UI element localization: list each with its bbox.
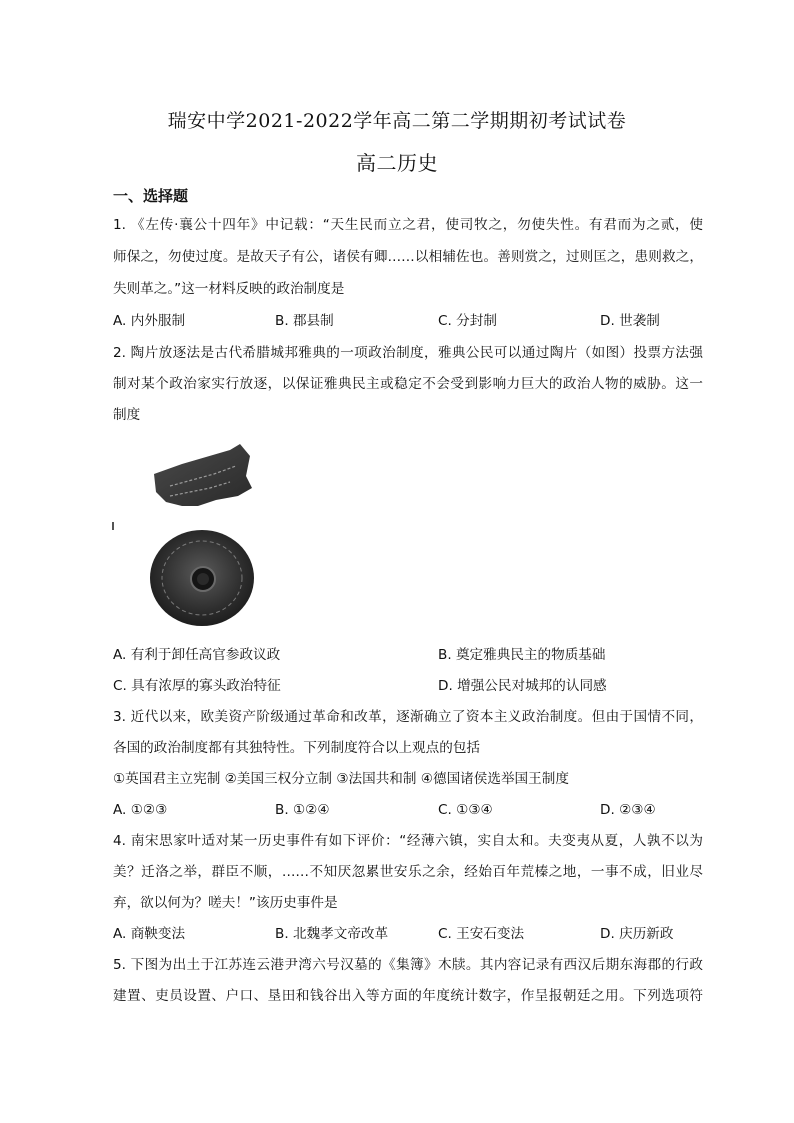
q1-line-3: 失则革之。”这一材料反映的政治制度是 — [113, 281, 345, 297]
q2-line-1: 2. 陶片放逐法是古代希腊城邦雅典的一项政治制度，雅典公民可以通过陶片（如图）投票方法强 — [113, 345, 703, 361]
q4-option-c: C. 王安石变法 — [438, 926, 525, 942]
q1-option-a: A. 内外服制 — [113, 313, 186, 329]
ostracon-image — [112, 436, 282, 636]
exam-subtitle: 高二历史 — [356, 151, 438, 175]
q5-line-2: 建置、吏员设置、户口、垦田和钱谷出入等方面的年度统计数字，作呈报朝廷之用。下列选项符 — [113, 988, 703, 1004]
exam-title: 瑞安中学2021-2022学年高二第二学期期初考试试卷 — [167, 110, 627, 132]
q5-line-1: 5. 下图为出土于江苏连云港尹湾六号汉墓的《集簿》木牍。其内容记录有西汉后期东海郡的行政 — [113, 957, 703, 973]
q4-line-2: 美？迁洛之举，群臣不顺，……不知厌忽累世安乐之余，经始百年荒榛之地，一事不成，旧业尽 — [113, 864, 703, 880]
q2-option-c: C. 具有浓厚的寡头政治特征 — [113, 678, 281, 694]
q2-option-a: A. 有利于卸任高官参政议政 — [113, 647, 281, 663]
q2-option-b: B. 奠定雅典民主的物质基础 — [438, 647, 606, 663]
upper-shard — [154, 444, 252, 506]
q1-option-c: C. 分封制 — [438, 313, 497, 329]
q3-line-3: ①英国君主立宪制 ②美国三权分立制 ③法国共和制 ④德国诸侯选举国王制度 — [113, 771, 569, 787]
q3-option-a: A. ①②③ — [113, 802, 168, 818]
q3-line-2: 各国的政治制度都有其独特性。下列制度符合以上观点的包括 — [113, 740, 481, 756]
q4-line-3: 弃，欲以何为？嗟夫！”该历史事件是 — [113, 895, 338, 911]
q4-line-1: 4. 南宋思家叶适对某一历史事件有如下评价：“经薄六镇，实自太和。夫变夷从夏，人孰不以为 — [113, 833, 703, 849]
q3-option-b: B. ①②④ — [275, 802, 330, 818]
q2-line-2: 制对某个政治家实行放逐，以保证雅典民主或稳定不会受到影响力巨大的政治人物的威胁。这一 — [113, 376, 703, 392]
q1-option-d: D. 世袭制 — [600, 313, 660, 329]
q4-option-b: B. 北魏孝文帝改革 — [275, 926, 389, 942]
q2-option-d: D. 增强公民对城邦的认同感 — [438, 678, 607, 694]
q1-option-b: B. 郡县制 — [275, 313, 334, 329]
q3-option-c: C. ①③④ — [438, 802, 493, 818]
q1-line-2: 师保之，勿使过度。是故天子有公，诸侯有卿……以相辅佐也。善则赏之，过则匡之，患则救之， — [113, 249, 703, 265]
edge-mark — [112, 522, 114, 530]
q1-line-1: 1. 《左传·襄公十四年》中记载：“天生民而立之君，使司牧之，勿使失性。有君而为之贰，使 — [113, 217, 703, 233]
q4-option-a: A. 商鞅变法 — [113, 926, 186, 942]
q3-line-1: 3. 近代以来，欧美资产阶级通过革命和改革，逐渐确立了资本主义政治制度。但由于国情不同， — [113, 709, 703, 725]
section-heading: 一、选择题 — [113, 187, 189, 205]
q2-line-3: 制度 — [113, 407, 141, 423]
q4-option-d: D. 庆历新政 — [600, 926, 674, 942]
q3-option-d: D. ②③④ — [600, 802, 656, 818]
ostracon-figure — [112, 436, 282, 636]
